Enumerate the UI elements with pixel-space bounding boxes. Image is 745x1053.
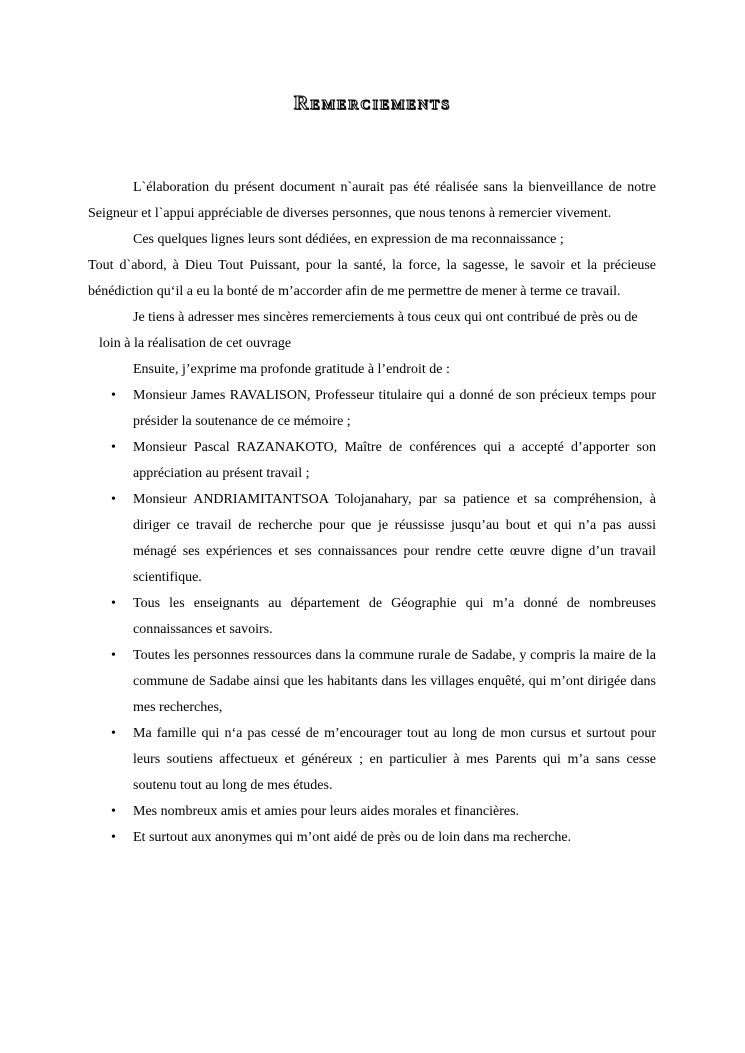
intro-paragraph: L`élaboration du présent document n`aurait pas été réalisée sans la bienveillance de notre Seigneur et l`appui appréciable de diverses personnes, que nous tenons à remercier vivement. xyxy=(88,180,656,221)
list-item xyxy=(88,435,656,487)
bullet-icon: • xyxy=(111,804,116,819)
list-item xyxy=(88,591,656,643)
bullet-icon: • xyxy=(111,440,116,455)
bullet-icon: • xyxy=(111,596,116,611)
acknowledgements-body xyxy=(88,175,656,851)
list-item xyxy=(88,825,656,851)
list-item xyxy=(88,383,656,435)
bullet-icon: • xyxy=(111,648,116,663)
list-item xyxy=(88,721,656,799)
bullet-icon: • xyxy=(111,492,116,507)
bullet-icon: • xyxy=(111,726,116,741)
dedication-paragraph: Ces quelques lignes leurs sont dédiées, en expression de ma reconnaissance ; xyxy=(133,232,564,247)
list-item-text: Monsieur ANDRIAMITANTSOA Tolojanahary, par sa patience et sa compréhension, à diriger ce travail de recherche pour que je réussisse jusqu’au bout et qui n’a pas aussi ménagé ses expériences et ses connaissances pour rendre cette œuvre digne d’un travail scientifique. xyxy=(133,492,656,585)
list-item xyxy=(88,643,656,721)
bullet-icon: • xyxy=(111,388,116,403)
list-item-text: Monsieur James RAVALISON, Professeur titulaire qui a donné de son précieux temps pour présider la soutenance de ce mémoire ; xyxy=(133,388,656,429)
gratitude-intro-paragraph: Ensuite, j’exprime ma profonde gratitude à l’endroit de : xyxy=(133,362,450,377)
list-item xyxy=(88,799,656,825)
list-item-text: Ma famille qui n‘a pas cessé de m’encourager tout au long de mon cursus et surtout pour leurs soutiens affectueux et généreux ; en particulier à mes Parents qui m’a sans cesse soutenu tout au long de mes études. xyxy=(133,726,656,793)
list-item-text: Mes nombreux amis et amies pour leurs aides morales et financières. xyxy=(133,804,520,819)
bullet-icon: • xyxy=(111,830,116,845)
page-title: Remerciements xyxy=(293,92,452,114)
list-item xyxy=(88,487,656,591)
list-item-text: Toutes les personnes ressources dans la commune rurale de Sadabe, y compris la maire de la commune de Sadabe ainsi que les habitants dans les villages enquêté, qui m’ont dirigée dans mes recherches, xyxy=(133,648,656,715)
acknowledgement-list xyxy=(88,383,656,851)
list-item-text: Tous les enseignants au département de Géographie qui m’a donné de nombreuses connaissances et savoirs. xyxy=(133,596,656,637)
list-item-text: Et surtout aux anonymes qui m’ont aidé de près ou de loin dans ma recherche. xyxy=(133,830,572,845)
list-item-text: Monsieur Pascal RAZANAKOTO, Maître de conférences qui a accepté d’apporter son appréciation au présent travail ; xyxy=(133,440,656,481)
god-thanks-paragraph: Tout d`abord, à Dieu Tout Puissant, pour la santé, la force, la sagesse, le savoir et la précieuse bénédiction qu‘il a eu la bonté de m’accorder afin de me permettre de mener à terme ce travail. xyxy=(88,258,656,299)
general-thanks-paragraph: Je tiens à adresser mes sincères remerciements à tous ceux qui ont contribué de près ou de loin à la réalisation de cet ouvrage xyxy=(99,310,638,351)
